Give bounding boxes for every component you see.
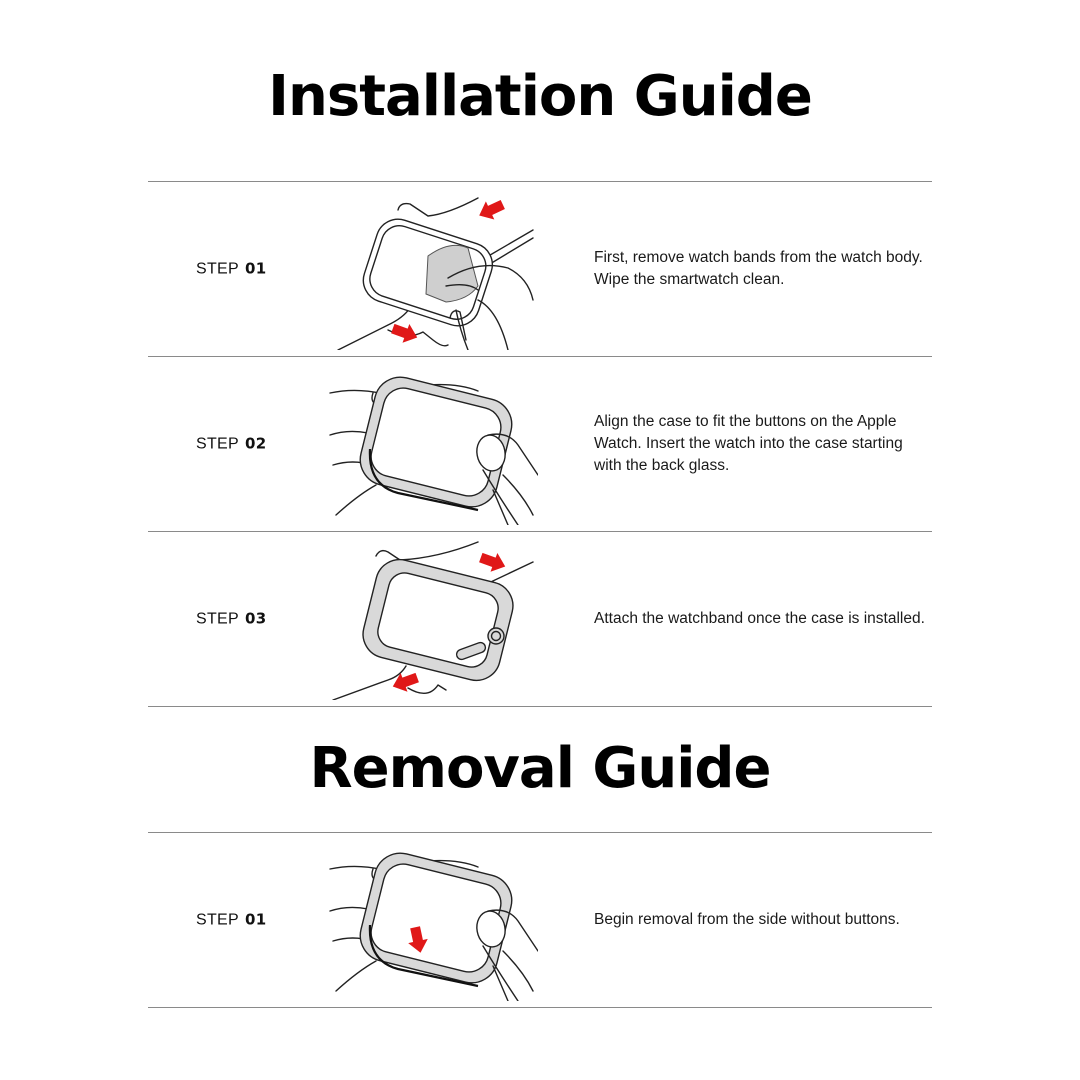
divider	[148, 706, 932, 707]
install-step-02	[148, 357, 932, 531]
step-description: First, remove watch bands from the watch body. Wipe the smartwatch clean.	[594, 249, 923, 288]
removal-step-01	[148, 833, 932, 1007]
insert-watch-case-icon	[328, 365, 538, 525]
removal-guide-title: Removal Guide	[309, 736, 771, 801]
step-word: STEP	[196, 610, 239, 628]
installation-guide-title: Installation Guide	[268, 64, 812, 129]
install-step-03	[148, 532, 932, 706]
remove-case-side-icon	[328, 841, 538, 1001]
step-word: STEP	[196, 911, 239, 929]
attach-watchband-icon	[328, 540, 538, 700]
step-number: 01	[245, 259, 267, 278]
install-step-01	[148, 182, 932, 356]
step-number: 02	[245, 434, 267, 453]
step-word: STEP	[196, 435, 239, 453]
remove-bands-wipe-icon	[328, 190, 538, 350]
step-label	[196, 911, 266, 930]
step-label	[196, 260, 266, 279]
step-label	[196, 435, 266, 454]
step-word: STEP	[196, 260, 239, 278]
divider	[148, 1007, 932, 1008]
step-description: Begin removal from the side without buttons.	[594, 911, 900, 928]
step-number: 03	[245, 609, 267, 628]
step-label	[196, 610, 266, 629]
step-description: Attach the watchband once the case is installed.	[594, 610, 925, 627]
step-number: 01	[245, 910, 267, 929]
step-description: Align the case to fit the buttons on the Apple Watch. Insert the watch into the case starting with the back glass.	[594, 413, 903, 474]
